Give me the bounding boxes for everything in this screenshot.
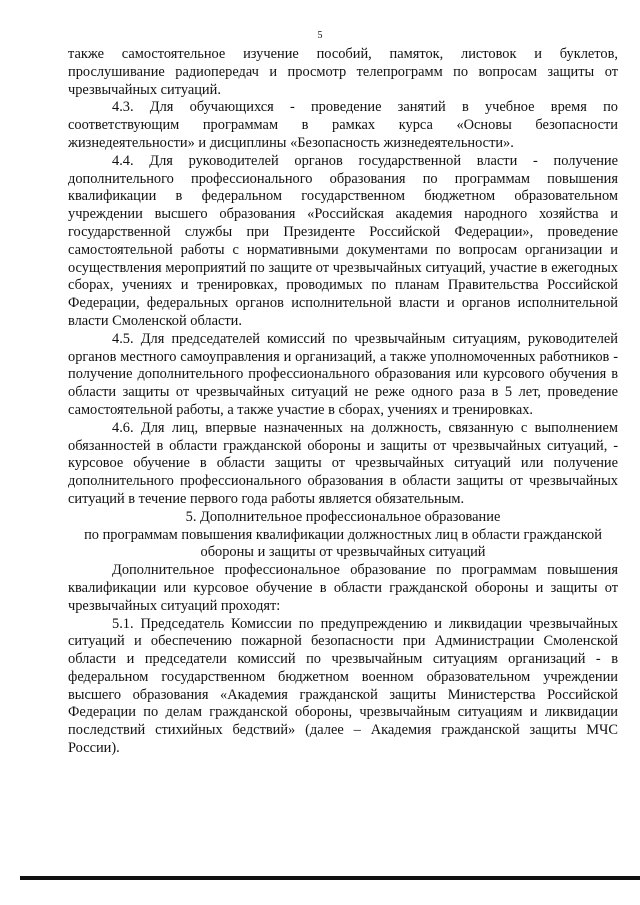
section-heading-line-3: обороны и защиты от чрезвычайных ситуаций xyxy=(200,544,486,561)
bottom-rule xyxy=(20,876,640,880)
paragraph-4-6: 4.6. Для лиц, впервые назначенных на должность, связанную с выполнением обязанностей в области гражданской обороны и защиты от чрезвычайных ситуаций, - курсовое обучение в области защиты от чрезвычайных ситуаций или получение дополнительного профессионального образования в области защиты от чрезвычайных ситуаций в течение первого года работы является обязательным. xyxy=(68,419,618,507)
document-body xyxy=(68,46,618,758)
paragraph-4-4: 4.4. Для руководителей органов государственной власти - получение дополнительного профессионального образования по программам повышения квалификации в федеральном государственном бюджетном образовательном учреждении высшего образования «Российская академия народного хозяйства и государственной службы при Президенте Российской Федерации», проведение самостоятельной работы с нормативными документами по вопросам организации и осуществления мероприятий по защите от чрезвычайных ситуаций, участие в ежегодных сборах, учениях и тренировках, проводимых по планам Правительства Российской Федерации, федеральных органов исполнительной власти и органов исполнительной власти Смоленской области. xyxy=(68,152,618,329)
section-heading-line-1: 5. Дополнительное профессиональное образование xyxy=(185,508,501,525)
paragraph-5-1: 5.1. Председатель Комиссии по предупреждению и ликвидации чрезвычайных ситуаций и обеспечению пожарной безопасности при Администрации Смоленской области и председатели комиссий по чрезвычайным ситуациям организаций - в федеральном государственном бюджетном военном образовательном учреждении высшего образования «Академия гражданской защиты Министерства Российской Федерации по делам гражданской обороны, чрезвычайным ситуациям и ликвидации последствий стихийных бедствий» (далее – Академия гражданской защиты МЧС России). xyxy=(68,615,618,757)
section-5-heading xyxy=(68,509,618,562)
paragraph-4-3: 4.3. Для обучающихся - проведение занятий в учебное время по соответствующим программам в рамках курса «Основы безопасности жизнедеятельности» и дисциплины «Безопасность жизнедеятельности». xyxy=(68,99,618,151)
page-number: 5 xyxy=(317,30,323,41)
paragraph-5-intro: Дополнительное профессиональное образование по программам повышения квалификации или курсовое обучение в области гражданской обороны и защиты от чрезвычайных ситуаций проходят: xyxy=(68,562,618,614)
paragraph-continuation: также самостоятельное изучение пособий, памяток, листовок и буклетов, прослушивание радиопередач и просмотр телепрограмм по вопросам защиты от чрезвычайных ситуаций. xyxy=(68,46,618,98)
paragraph-4-5: 4.5. Для председателей комиссий по чрезвычайным ситуациям, руководителей органов местного самоуправления и организаций, а также уполномоченных работников - получение дополнительного профессионального образования или курсового обучения в области защиты от чрезвычайных ситуаций не реже одного раза в 5 лет, проведение самостоятельной работы, а также участие в сборах, учениях и тренировках. xyxy=(68,330,618,418)
section-heading-line-2: по программам повышения квалификации должностных лиц в области гражданской xyxy=(84,526,602,543)
